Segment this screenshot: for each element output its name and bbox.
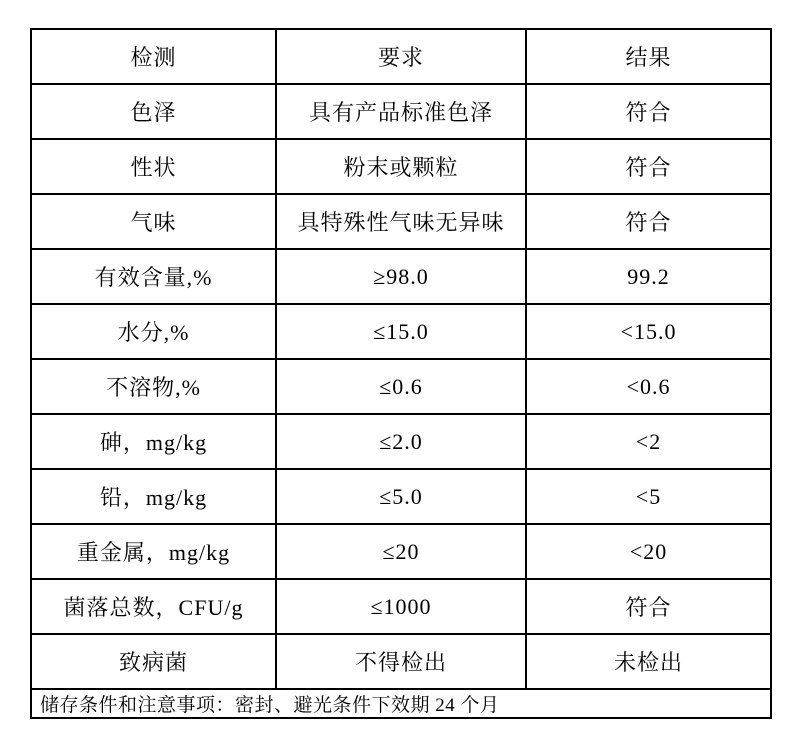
header-cell-test: 检测 [31,29,276,84]
header-cell-result: 结果 [526,29,771,84]
table-row [31,249,771,304]
table-row [31,579,771,634]
cell-requirement: ≤15.0 [276,304,526,359]
cell-requirement: 不得检出 [276,634,526,689]
cell-result: <15.0 [526,304,771,359]
cell-requirement: 粉末或颗粒 [276,139,526,194]
cell-test: 重金属，mg/kg [31,524,276,579]
cell-result: <20 [526,524,771,579]
header-cell-requirement: 要求 [276,29,526,84]
cell-result: <5 [526,469,771,524]
cell-test: 砷，mg/kg [31,414,276,469]
cell-test: 水分,% [31,304,276,359]
table-row [31,469,771,524]
cell-result: <2 [526,414,771,469]
table-footer-row [31,689,771,718]
cell-result: 符合 [526,194,771,249]
table-row [31,194,771,249]
cell-result: 未检出 [526,634,771,689]
cell-test: 铅，mg/kg [31,469,276,524]
cell-requirement: 具特殊性气味无异味 [276,194,526,249]
inspection-spec-table [30,28,772,719]
table-row [31,414,771,469]
storage-conditions-note: 储存条件和注意事项：密封、避光条件下效期 24 个月 [31,689,771,718]
cell-result: <0.6 [526,359,771,414]
table-row [31,304,771,359]
cell-requirement: ≤1000 [276,579,526,634]
cell-requirement: ≥98.0 [276,249,526,304]
cell-test: 气味 [31,194,276,249]
cell-requirement: ≤5.0 [276,469,526,524]
table-header-row [31,29,771,84]
table-row [31,524,771,579]
table-row [31,634,771,689]
cell-test: 有效含量,% [31,249,276,304]
cell-test: 致病菌 [31,634,276,689]
cell-requirement: ≤2.0 [276,414,526,469]
table-row [31,139,771,194]
cell-test: 菌落总数，CFU/g [31,579,276,634]
cell-requirement: 具有产品标准色泽 [276,84,526,139]
cell-test: 不溶物,% [31,359,276,414]
cell-test: 色泽 [31,84,276,139]
cell-result: 99.2 [526,249,771,304]
cell-requirement: ≤0.6 [276,359,526,414]
cell-result: 符合 [526,579,771,634]
cell-result: 符合 [526,139,771,194]
cell-requirement: ≤20 [276,524,526,579]
table-row [31,359,771,414]
cell-test: 性状 [31,139,276,194]
table-row [31,84,771,139]
cell-result: 符合 [526,84,771,139]
